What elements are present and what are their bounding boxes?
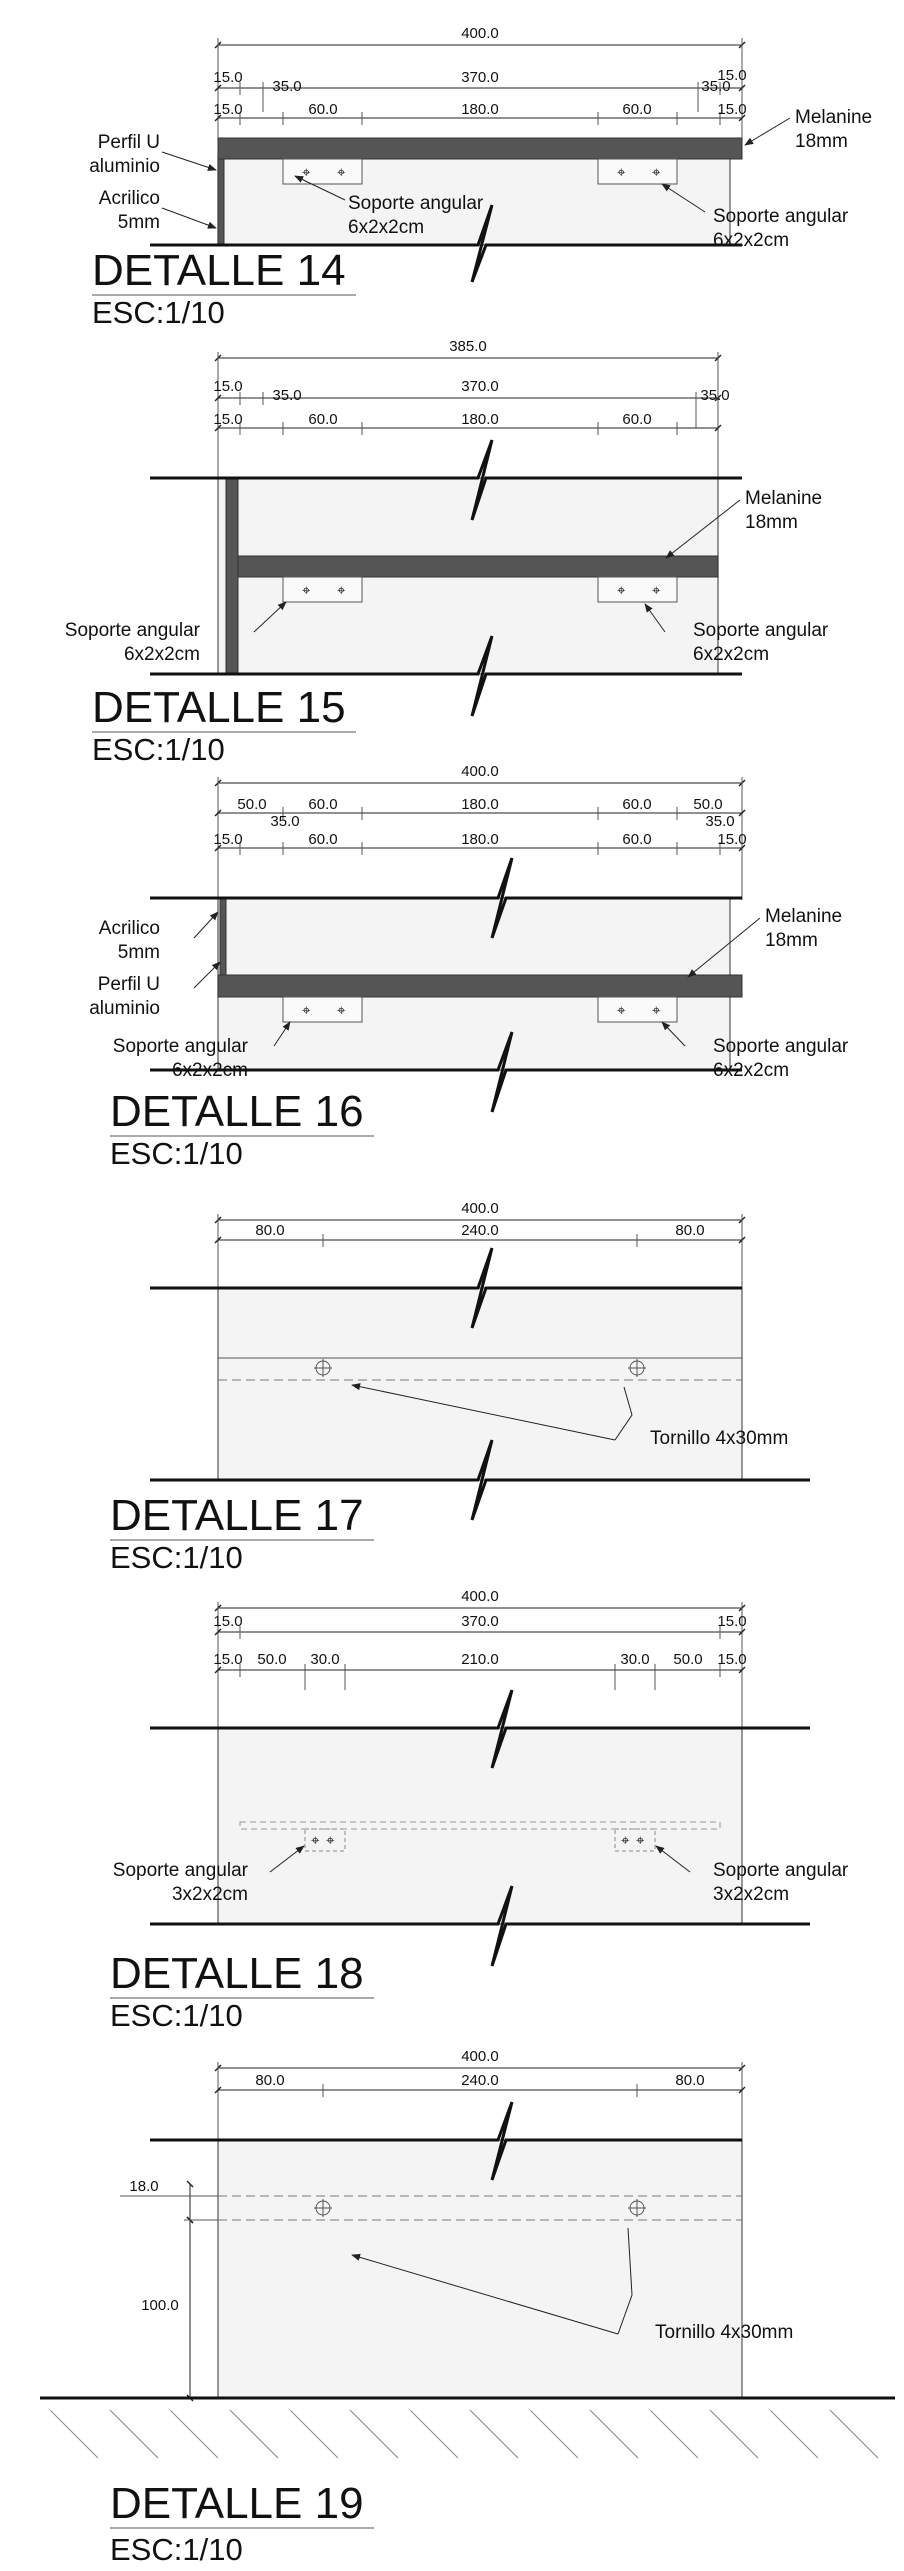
dim-label: 180.0 xyxy=(461,831,499,848)
screw-symbol: ⌖ xyxy=(337,582,346,599)
dim-label: 80.0 xyxy=(255,2072,285,2089)
note-bracket-right: Soporte angular xyxy=(713,1036,849,1057)
dim-label: 15.0 xyxy=(717,101,747,118)
detail-scale: ESC:1/10 xyxy=(110,1136,243,1171)
melanine-board xyxy=(238,556,718,577)
dim-label: 80.0 xyxy=(255,1222,285,1239)
dim-label: 35.0 xyxy=(272,78,302,95)
angle-bracket xyxy=(598,159,677,184)
note-bracket-right: Soporte angular xyxy=(713,206,849,227)
dim-label: 50.0 xyxy=(237,796,267,813)
screw-symbol: ⌖ xyxy=(302,1002,311,1019)
dim-label: 60.0 xyxy=(622,831,652,848)
note-melanine: Melanine xyxy=(765,906,843,927)
dim-label: 60.0 xyxy=(308,796,338,813)
dim-label: 210.0 xyxy=(461,1651,499,1668)
dim-label: 100.0 xyxy=(141,2297,179,2314)
screw-symbol: ⌖ xyxy=(617,1002,626,1019)
detail-title: DETALLE 17 xyxy=(110,1491,364,1540)
note-bracket-left: 3x2x2cm xyxy=(171,1884,248,1905)
angle-bracket xyxy=(598,577,677,602)
detail-17 xyxy=(110,1200,810,1575)
dim-label: 35.0 xyxy=(701,78,731,95)
screw-symbol: ⌖ xyxy=(302,582,311,599)
detail-scale: ESC:1/10 xyxy=(92,732,225,767)
note-bracket-right: 6x2x2cm xyxy=(713,230,790,251)
dim-label: 60.0 xyxy=(308,101,338,118)
dim-label: 60.0 xyxy=(308,411,338,428)
note-bracket-right: 6x2x2cm xyxy=(693,644,770,665)
note-screw: Tornillo 4x30mm xyxy=(655,2322,794,2343)
note-melanine: 18mm xyxy=(745,512,798,533)
dim-label: 15.0 xyxy=(213,1613,243,1630)
detail-scale: ESC:1/10 xyxy=(110,2532,243,2567)
detail-scale: ESC:1/10 xyxy=(110,1998,243,2033)
dim-label: 240.0 xyxy=(461,1222,499,1239)
note-bracket-left: Soporte angular xyxy=(112,1036,248,1057)
dim-label: 50.0 xyxy=(693,796,723,813)
dim-label: 15.0 xyxy=(213,831,243,848)
note-melanine: Melanine xyxy=(795,107,873,128)
note-profile: Perfil U xyxy=(97,974,160,995)
note-bracket-right: 6x2x2cm xyxy=(713,1060,790,1081)
dim-label: 180.0 xyxy=(461,101,499,118)
note-melanine: 18mm xyxy=(795,131,848,152)
note-bracket-right: Soporte angular xyxy=(713,1860,849,1881)
dim-label: 15.0 xyxy=(213,378,243,395)
screw-symbol: ⌖ xyxy=(326,1832,335,1849)
note-acrylic: Acrilico xyxy=(98,188,160,209)
screw-symbol: ⌖ xyxy=(302,164,311,181)
detail-scale: ESC:1/10 xyxy=(92,295,225,330)
dim-label: 15.0 xyxy=(213,69,243,86)
note-melanine: 18mm xyxy=(765,930,818,951)
dim-label: 30.0 xyxy=(310,1651,340,1668)
detail-16 xyxy=(89,763,849,1171)
cabinet-section xyxy=(218,1288,742,1480)
detail-14 xyxy=(89,25,872,330)
dim-label: 240.0 xyxy=(461,2072,499,2089)
vertical-side xyxy=(226,478,238,674)
note-bracket-left: 6x2x2cm xyxy=(348,217,425,238)
dim-label: 18.0 xyxy=(129,2178,159,2195)
cabinet-section xyxy=(218,2140,742,2398)
note-bracket-right: Soporte angular xyxy=(693,620,829,641)
dim-label: 15.0 xyxy=(717,831,747,848)
note-acrylic: Acrilico xyxy=(98,918,160,939)
dim-label: 370.0 xyxy=(461,378,499,395)
screw-symbol: ⌖ xyxy=(311,1832,320,1849)
dim-label: 370.0 xyxy=(461,69,499,86)
note-acrylic: 5mm xyxy=(117,942,160,963)
dim-total: 400.0 xyxy=(461,763,499,780)
screw-symbol: ⌖ xyxy=(621,1832,630,1849)
dim-total: 400.0 xyxy=(461,1588,499,1605)
dim-label: 35.0 xyxy=(270,813,300,830)
dim-label: 60.0 xyxy=(622,411,652,428)
screw-symbol: ⌖ xyxy=(652,1002,661,1019)
angle-bracket xyxy=(598,997,677,1022)
dim-label: 15.0 xyxy=(717,1651,747,1668)
detail-title: DETALLE 18 xyxy=(110,1949,364,1998)
detail-title: DETALLE 15 xyxy=(92,683,346,732)
note-profile: aluminio xyxy=(89,998,160,1019)
dim-label: 180.0 xyxy=(461,411,499,428)
screw-symbol: ⌖ xyxy=(337,164,346,181)
note-screw: Tornillo 4x30mm xyxy=(650,1428,789,1449)
angle-bracket xyxy=(283,159,362,184)
aluminum-u-profile xyxy=(220,898,226,975)
dim-label: 80.0 xyxy=(675,2072,705,2089)
dim-label: 50.0 xyxy=(673,1651,703,1668)
note-profile: aluminio xyxy=(89,156,160,177)
aluminum-u-profile xyxy=(218,159,224,245)
note-melanine: Melanine xyxy=(745,488,823,509)
screw-symbol: ⌖ xyxy=(652,582,661,599)
dim-label: 15.0 xyxy=(717,67,747,84)
dim-label: 35.0 xyxy=(700,387,730,404)
melanine-board xyxy=(218,138,742,159)
dim-label: 60.0 xyxy=(622,796,652,813)
dim-label: 60.0 xyxy=(622,101,652,118)
floor-hatch xyxy=(50,2410,878,2458)
dim-total: 385.0 xyxy=(449,338,487,355)
note-bracket-left: Soporte angular xyxy=(348,193,484,214)
note-bracket-right: 3x2x2cm xyxy=(713,1884,790,1905)
dim-total: 400.0 xyxy=(461,2048,499,2065)
dim-label: 15.0 xyxy=(213,411,243,428)
dim-label: 35.0 xyxy=(272,387,302,404)
detail-title: DETALLE 16 xyxy=(110,1087,364,1136)
angle-bracket xyxy=(283,577,362,602)
detail-18 xyxy=(110,1588,849,2033)
dim-label: 35.0 xyxy=(705,813,735,830)
dim-label: 180.0 xyxy=(461,796,499,813)
detail-title: DETALLE 14 xyxy=(92,246,346,295)
angle-bracket xyxy=(283,997,362,1022)
dim-label: 15.0 xyxy=(213,1651,243,1668)
dim-label: 15.0 xyxy=(213,101,243,118)
dim-label: 15.0 xyxy=(717,1613,747,1630)
note-profile: Perfil U xyxy=(97,132,160,153)
dim-label: 30.0 xyxy=(620,1651,650,1668)
screw-symbol: ⌖ xyxy=(617,582,626,599)
note-acrylic: 5mm xyxy=(117,212,160,233)
dim-total: 400.0 xyxy=(461,1200,499,1217)
note-bracket-left: Soporte angular xyxy=(112,1860,248,1881)
detail-19 xyxy=(40,2048,895,2567)
dim-label: 60.0 xyxy=(308,831,338,848)
screw-symbol: ⌖ xyxy=(337,1002,346,1019)
screw-symbol: ⌖ xyxy=(652,164,661,181)
detail-scale: ESC:1/10 xyxy=(110,1540,243,1575)
note-bracket-left: 6x2x2cm xyxy=(123,644,200,665)
dim-label: 50.0 xyxy=(257,1651,287,1668)
screw-symbol: ⌖ xyxy=(617,164,626,181)
screw-symbol: ⌖ xyxy=(636,1832,645,1849)
cabinet-section xyxy=(218,1728,742,1924)
dim-label: 80.0 xyxy=(675,1222,705,1239)
note-bracket-left: 6x2x2cm xyxy=(171,1060,248,1081)
detail-15 xyxy=(65,338,829,767)
note-bracket-left: Soporte angular xyxy=(64,620,200,641)
melanine-board xyxy=(218,975,742,997)
dim-total: 400.0 xyxy=(461,25,499,42)
dim-label: 370.0 xyxy=(461,1613,499,1630)
detail-title: DETALLE 19 xyxy=(110,2479,364,2528)
